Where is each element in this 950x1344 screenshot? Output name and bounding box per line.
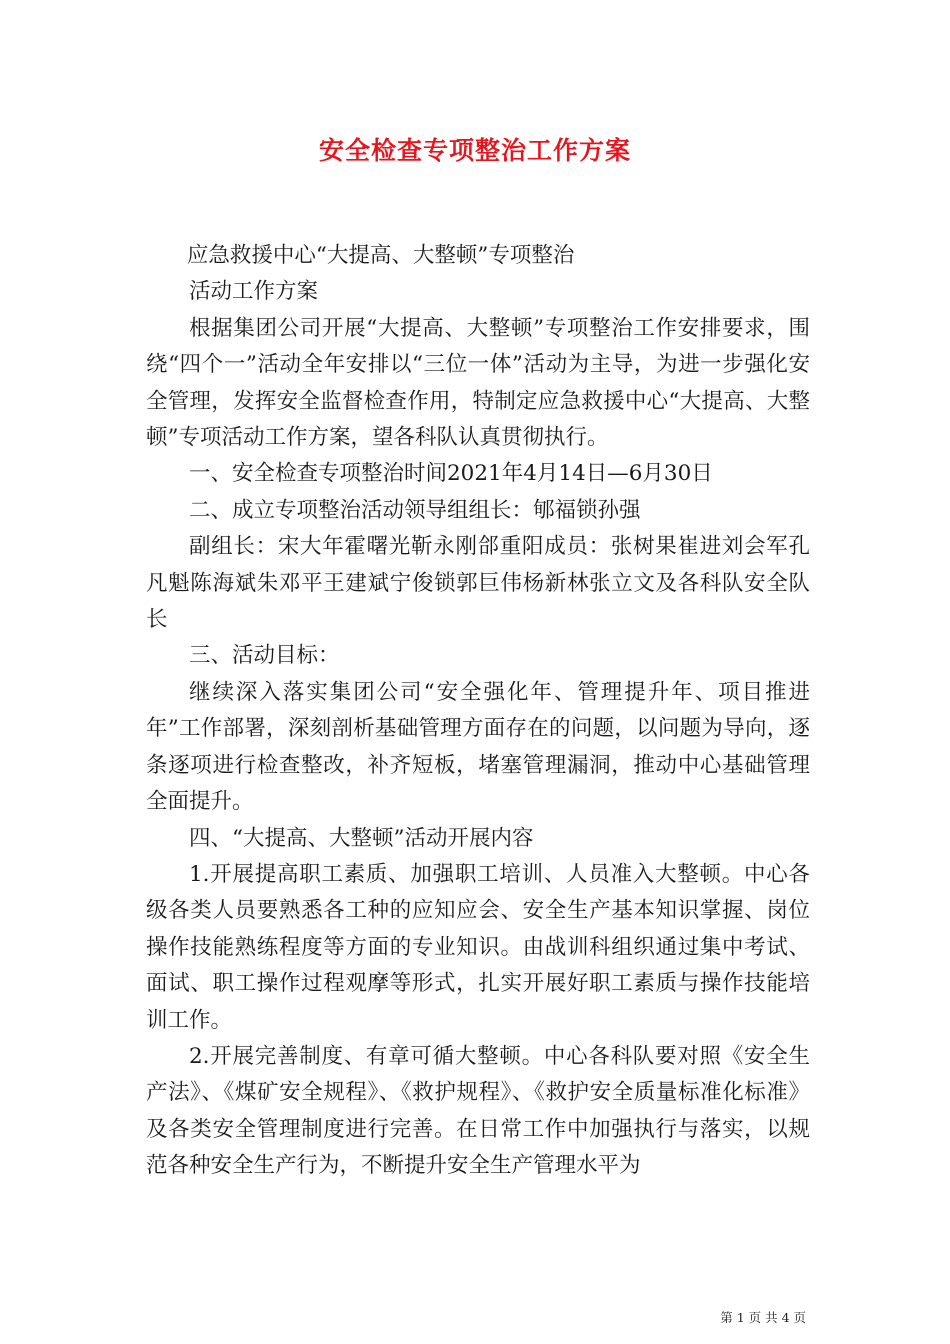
- paragraph-section-4-heading: 四、“大提高、大整顿”活动开展内容: [189, 825, 534, 851]
- paragraph-goals: 继续深入落实集团公司“安全强化年、管理提升年、项目推进年”工作部署，深刻剖析基础管理方面存在的问题，以问题为导向，逐条逐项进行检查整改，补齐短板，堵塞管理漏洞，推动中心基础管理全面提升。: [146, 679, 810, 815]
- paragraph-heading-line-2: 活动工作方案: [189, 279, 319, 305]
- paragraph-section-1-time: 一、安全检查专项整治时间2021年4月14日—6月30日: [189, 461, 713, 487]
- paragraph-item-2: 2.开展完善制度、有章可循大整顿。中心各科队要对照《安全生产法》、《煤矿安全规程》、《救护规程》、《救护安全质量标准化标准》及各类安全管理制度进行完善。在日常工作中加强执行与落实，以规范各种安全生产行为，不断提升安全生产管理水平为: [146, 1043, 810, 1179]
- paragraph-section-2-leaders: 二、成立专项整治活动领导组组长：郇福锁孙强: [189, 497, 641, 523]
- document-title: 安全检查专项整治工作方案: [318, 136, 631, 165]
- paragraph-section-3-heading: 三、活动目标：: [189, 643, 340, 669]
- document-body: [146, 238, 810, 1185]
- paragraph-intro: 根据集团公司开展“大提高、大整顿”专项整治工作安排要求，围绕“四个一”活动全年安排以“三位一体”活动为主导，为进一步强化安全管理，发挥安全监督检查作用，特制定应急救援中心“大提高、大整顿”专项活动工作方案，望各科队认真贯彻执行。: [146, 315, 810, 451]
- paragraph-heading-line-1: 应急救援中心“大提高、大整顿”专项整治: [186, 243, 575, 268]
- paragraph-item-1: 1.开展提高职工素质、加强职工培训、人员准入大整顿。中心各级各类人员要熟悉各工种的应知应会、安全生产基本知识掌握、岗位操作技能熟练程度等方面的专业知识。由战训科组织通过集中考试、面试、职工操作过程观摩等形式，扎实开展好职工素质与操作技能培训工作。: [146, 861, 810, 1033]
- page-number: 第 1 页 共 4 页: [720, 1310, 806, 1325]
- paragraph-members: 副组长：宋大年霍曙光靳永刚郃重阳成员：张树果崔进刘会军孔凡魁陈海斌朱邓平王建斌宁俊锁郭巨伟杨新林张立文及各科队安全队长: [146, 534, 810, 633]
